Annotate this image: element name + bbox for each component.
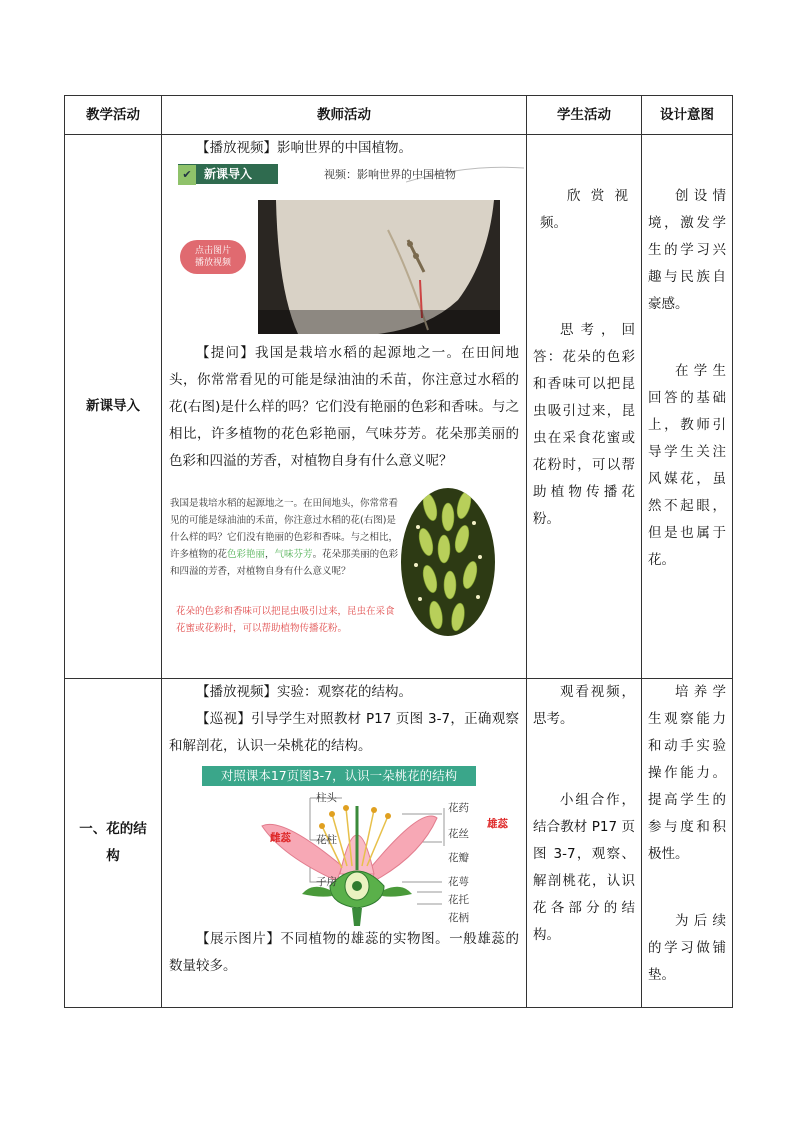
intent-text	[642, 679, 732, 989]
header-stage: 教学活动	[65, 96, 162, 135]
video-title: 视频：影响世界的中国植物	[324, 168, 456, 181]
intent-cell	[642, 679, 733, 1008]
stage-cell: 新课导入	[65, 135, 162, 679]
teacher-question: 【提问】我国是栽培水稻的起源地之一。在田间地头，你常常看见的可能是绿油油的禾苗，你注意过水稻的花(右图)是什么样的吗？它们没有艳丽的色彩和香味。与之相比，许多植物的花色彩艳丽，气味芬芳。花朵那美丽的色彩和四溢的芳香，对植物自身有什么意义呢？	[169, 345, 519, 469]
diagram-title: 对照课本17页图3-7，认识一朵桃花的结构	[202, 766, 476, 786]
table-row	[65, 135, 733, 679]
label-pedicel: 花柄	[448, 912, 469, 924]
student-cell	[527, 135, 642, 679]
slide-text-a: 我国是栽培水稻的起源地之一。在田间地头，你常常看见的可能是绿油油的禾苗，你注意过水稻的花(右图)是什么样的吗？它们没有艳丽的色彩和香味。与之相比，许多植物的花	[170, 498, 399, 560]
intent-cell	[642, 135, 733, 679]
rice-slide	[162, 489, 526, 669]
intent-2: 在学生回答的基础上，教师引导学生关注风媒花，虽然不起眼，但是也属于花。	[648, 363, 726, 568]
section-tag	[178, 164, 278, 184]
student-cell	[527, 679, 642, 1008]
video-thumbnail[interactable]	[258, 200, 500, 334]
header-row	[65, 96, 733, 135]
label-pistil: 雌蕊	[270, 832, 291, 844]
rice-flower-image	[400, 487, 496, 637]
label-receptacle: 花托	[448, 894, 469, 906]
teacher-text: 【播放视频】影响世界的中国植物。	[196, 140, 412, 156]
teacher-text: 【展示图片】不同植物的雄蕊的实物图。一般雄蕊的数量较多。	[169, 931, 519, 974]
teacher-cell	[162, 135, 527, 679]
student-activity-1: 欣赏视频。	[540, 188, 628, 231]
play-video-button[interactable]	[180, 240, 246, 274]
play-badge-line1: 点击图片	[194, 246, 231, 256]
play-badge-line2: 播放视频	[194, 258, 231, 268]
video-slide	[162, 162, 526, 340]
slide-text-b: ，	[265, 549, 275, 560]
flower-structure-image	[162, 786, 527, 926]
label-stamen: 雄蕊	[487, 818, 508, 830]
label-ovary: 子房	[316, 876, 337, 888]
label-filament: 花丝	[448, 828, 469, 840]
lesson-table	[64, 95, 733, 1008]
student-activity-2: 思考，回答：花朵的色彩和香味可以把昆虫吸引过来，昆虫在采食花蜜或花粉时，可以帮助植物传播花粉。	[533, 322, 635, 527]
fossil-plant-image	[258, 200, 500, 334]
intent-text	[642, 183, 732, 574]
slide-text	[170, 495, 402, 580]
student-activity-2: 小组合作，结合教材 P17 页图 3-7，观察、解剖桃花，认识花各部分的结构。	[533, 792, 635, 943]
student-activity-1: 观看视频，思考。	[533, 684, 635, 727]
teacher-text: 【播放视频】实验：观察花的结构。	[196, 684, 412, 700]
slide-text-c: 。花朵那美丽的色彩和四溢的芳香，对植物自身有什么意义呢？	[170, 549, 399, 577]
flower-diagram	[162, 786, 526, 926]
table-row	[65, 679, 733, 1008]
intent-1: 创设情境，激发学生的学习兴趣与民族自豪感。	[648, 188, 726, 312]
header-teacher: 教师活动	[162, 96, 527, 135]
student-text	[527, 183, 641, 533]
teacher-cell	[162, 679, 527, 1008]
label-stigma: 柱头	[316, 792, 337, 804]
teacher-text: 【巡视】引导学生对照教材 P17 页图 3-7，正确观察和解剖花，认识一朵桃花的结构。	[169, 711, 519, 754]
label-sepal: 花萼	[448, 876, 469, 888]
intent-1: 培养学生观察能力和动手实验操作能力。提高学生的参与度和积极性。	[648, 684, 726, 862]
stage-label: 一、花的结构	[79, 821, 147, 864]
stage-cell	[65, 679, 162, 1008]
student-text	[527, 679, 641, 949]
intent-2: 为后续的学习做铺垫。	[648, 913, 726, 983]
slide-highlight-1: 色彩艳丽	[227, 549, 266, 560]
slide-highlight-2: 气味芬芳	[274, 549, 313, 560]
header-student: 学生活动	[527, 96, 642, 135]
slide-answer: 花朵的色彩和香味可以把昆虫吸引过来，昆虫在采食花蜜或花粉时，可以帮助植物传播花粉。	[176, 606, 395, 634]
header-intent: 设计意图	[642, 96, 733, 135]
label-anther: 花药	[448, 802, 469, 814]
section-tag-label: 新课导入	[204, 167, 253, 181]
label-petal: 花瓣	[448, 852, 469, 864]
label-style: 花柱	[316, 834, 337, 846]
leaf-icon: ✔	[178, 165, 196, 185]
